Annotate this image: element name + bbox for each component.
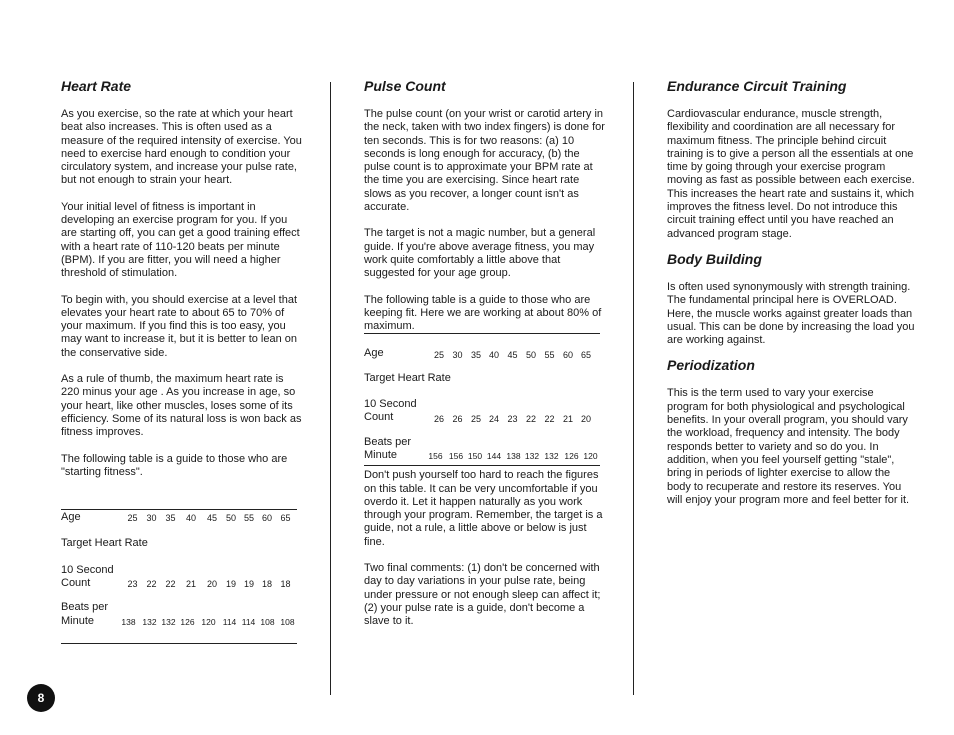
- paragraph: This is the term used to vary your exercise program for both physiological and psychological benefits. In your overall program, you should vary the workload, frequency and intensity. The body responds better to variety and so do you. In addition, when you feel yourself getting "stale", bring in periods of lighter exercise to allow the body to recuperate and restore its reserves. You will enjoy your program more and feel better for it.: [667, 387, 910, 506]
- bpm-label: Beats per: [61, 601, 109, 614]
- age-cell: 35: [470, 349, 481, 360]
- count-cell: 21: [562, 413, 573, 424]
- count-cell: 26: [433, 413, 444, 424]
- bpm-cell: 108: [280, 616, 295, 627]
- age-cell: 50: [225, 513, 236, 524]
- bpm-cell: 120: [583, 451, 598, 462]
- age-cell: 30: [452, 349, 463, 360]
- count-cell: 22: [544, 413, 555, 424]
- bpm-cell: 138: [121, 616, 136, 627]
- age-values: [430, 349, 595, 361]
- age-cell: 25: [433, 349, 444, 360]
- bpm-cell: 120: [201, 616, 216, 627]
- age-cell: 55: [243, 513, 254, 524]
- count-values: [430, 413, 595, 425]
- bpm-cell: 132: [161, 616, 176, 627]
- age-cell: 50: [525, 349, 536, 360]
- count-cell: 19: [243, 579, 254, 590]
- age-label: Age: [61, 511, 81, 524]
- count-cell: 20: [206, 579, 217, 590]
- count-label: 10 Second: [61, 563, 114, 576]
- bpm-label: Minute: [61, 614, 95, 627]
- paragraph: Cardiovascular endurance, muscle strength, flexibility and coordination are all necessary for maximum fitness. The principle behind circuit training is to give a person all the essentials at one time by going through your exercise program moving as fast as possible between each exercise. This increases the heart rate and sustains it, which improves the fitness level. Do not introduce this circuit training effect until you have reached an advanced program stage.: [667, 108, 915, 240]
- paragraph: Is often used synonymously with strength training. The fundamental principal here is OVERLOAD. Here, the muscle works against greater loads than usual. This can be done by increasing the load you are working against.: [667, 280, 915, 347]
- age-cell: 55: [544, 349, 555, 360]
- count-cell: 25: [470, 413, 481, 424]
- age-cell: 40: [488, 349, 499, 360]
- count-cell: 26: [452, 413, 463, 424]
- age-label: Age: [364, 347, 384, 360]
- bpm-label: Minute: [364, 448, 398, 461]
- count-label: Count: [364, 411, 394, 424]
- paragraph: As you exercise, so the rate at which your heart beat also increases. This is often used as a measure of the required intensity of exercise. You need to exercise hard enough to condition your circulatory system, and increase your pulse rate, but not enough to strain your heart.: [61, 108, 302, 187]
- bpm-cell: 156: [428, 451, 443, 462]
- age-cell: 30: [146, 513, 157, 524]
- bpm-label: Beats per: [364, 435, 412, 448]
- age-cell: 45: [507, 349, 518, 360]
- paragraph: To begin with, you should exercise at a level that elevates your heart rate to about 65 to 70% of your maximum. If you find this is too easy, you may want to increase it, but it is better to lean on the conservative side.: [61, 293, 298, 359]
- count-label: Count: [61, 577, 91, 590]
- age-cell: 65: [280, 513, 291, 524]
- paragraph: Two final comments: (1) don't be concerned with day to day variations in your pulse rate, being under pressure or not enough sleep can affect it; (2) your pulse rate is a guide, don't become a slave to it.: [364, 562, 601, 628]
- bpm-cell: 150: [467, 451, 483, 462]
- target-label: Target Heart Rate: [61, 537, 148, 550]
- count-row: [364, 411, 600, 424]
- count-cell: 18: [261, 579, 272, 590]
- section-title: Periodization: [667, 357, 755, 374]
- target-label: Target Heart Rate: [364, 371, 451, 384]
- heart-rate-table: [61, 509, 297, 644]
- count-cell: 24: [488, 413, 499, 424]
- age-cell: 60: [562, 349, 573, 360]
- section-title: Endurance Circuit Training: [667, 78, 847, 94]
- bpm-cell: 114: [241, 616, 256, 627]
- paragraph: The target is not a magic number, but a general guide. If you're above average fitness, you may work quite comfortably a little above that suggested for your age group.: [364, 227, 596, 280]
- table-rule: [364, 465, 600, 466]
- count-cell: 22: [165, 579, 176, 590]
- bpm-cell: 144: [486, 451, 502, 462]
- age-row: [61, 511, 297, 524]
- section-title: Heart Rate: [61, 78, 132, 94]
- training-column: [667, 78, 917, 520]
- bpm-values: [118, 616, 297, 628]
- count-cell: 23: [127, 579, 138, 590]
- age-cell: 45: [206, 513, 217, 524]
- table-rule: [61, 643, 297, 644]
- paragraph: The following table is a guide to those who are keeping fit. Here we are working at about 80% of maximum.: [364, 293, 602, 333]
- table-rule: [61, 509, 297, 510]
- paragraph: Your initial level of fitness is important in developing an exercise program for you. If you are starting off, you can get a good training effect with a heart rate of 110-120 beats per minute (BPM). If you are fitter, you will need a higher threshold of stimulation.: [61, 200, 300, 280]
- count-cell: 22: [525, 413, 536, 424]
- age-cell: 35: [165, 513, 176, 524]
- bpm-cell: 156: [448, 451, 464, 462]
- table-rule: [364, 333, 600, 334]
- bpm-cell: 132: [524, 451, 540, 462]
- paragraph: Don't push yourself too hard to reach the figures on this table. It can be very uncomfortable if you overdo it. Let it happen naturally as you work through your program. Remember, the target is a guide, not a rule, a little above or below is just fine.: [364, 469, 603, 548]
- bpm-values: [425, 450, 600, 462]
- bpm-cell: 108: [260, 616, 275, 627]
- count-cell: 22: [146, 579, 157, 590]
- paragraph: The pulse count (on your wrist or carotid artery in the neck, taken with two index fingers) is done for ten seconds. This is for two reasons: (a) 10 seconds is long enough for accuracy, (b) the pulse count is to approximate your BPM rate at the time you are exercising. Since heart rate slows as you recover, a longer count isn't as accurate.: [364, 108, 605, 214]
- page-number: 8: [27, 684, 55, 712]
- section-title: Pulse Count: [364, 78, 446, 94]
- age-cell: 40: [185, 513, 196, 524]
- bpm-cell: 126: [564, 451, 579, 462]
- age-cell: 60: [261, 513, 272, 524]
- count-cell: 20: [580, 413, 591, 424]
- count-cell: 23: [507, 413, 518, 424]
- count-label: 10 Second: [364, 398, 417, 411]
- count-cell: 19: [225, 579, 236, 590]
- heart-rate-column: [61, 78, 303, 644]
- paragraph: As a rule of thumb, the maximum heart rate is 220 minus your age . As you increase in age, so your heart, like other muscles, loses some of its efficiency. Some of its natural loss is won back as fitness improves.: [61, 373, 302, 439]
- age-row: [364, 347, 600, 360]
- pulse-count-table: [364, 333, 600, 466]
- age-cell: 25: [127, 513, 138, 524]
- bpm-row: [364, 449, 600, 462]
- bpm-cell: 114: [222, 616, 237, 627]
- bpm-row: [61, 615, 297, 628]
- pulse-count-column: [364, 78, 606, 642]
- count-cell: 18: [280, 579, 291, 590]
- bpm-cell: 132: [544, 451, 559, 462]
- column-divider: [330, 82, 331, 695]
- section-title: Body Building: [667, 250, 762, 267]
- bpm-cell: 126: [180, 616, 195, 627]
- paragraph: The following table is a guide to those who are "starting fitness".: [61, 452, 288, 478]
- count-cell: 21: [185, 579, 196, 590]
- count-row: [61, 577, 297, 590]
- bpm-cell: 138: [506, 451, 521, 462]
- age-values: [123, 512, 295, 524]
- bpm-cell: 132: [142, 616, 157, 627]
- count-values: [123, 578, 295, 590]
- age-cell: 65: [580, 349, 591, 360]
- column-divider: [633, 82, 634, 695]
